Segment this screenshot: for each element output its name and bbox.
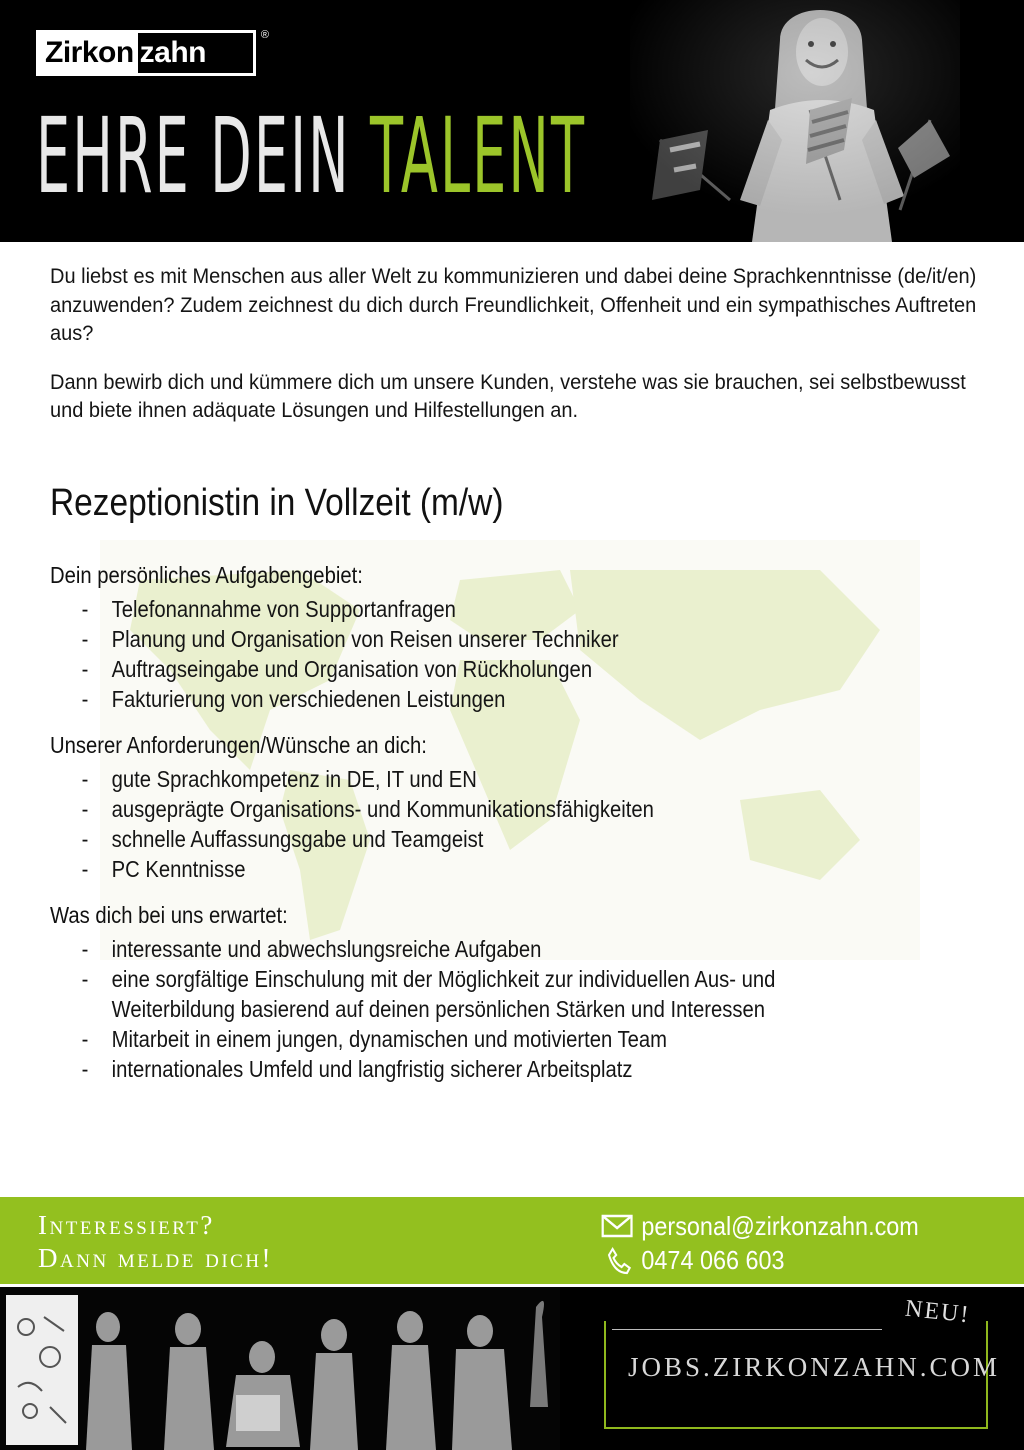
list-item-text: ausgeprägte Organisations- und Kommunikationsfähigkeiten — [111, 796, 654, 822]
list-dash: - — [81, 826, 89, 852]
list-dash: - — [81, 656, 89, 682]
header-banner — [0, 0, 1024, 242]
slogan — [36, 96, 586, 216]
new-label: NEU! — [903, 1295, 972, 1329]
email-link[interactable]: personal@zirkonzahn.com — [641, 1211, 919, 1241]
registered-mark: ® — [260, 29, 269, 41]
slogan-part2: TALENT — [369, 95, 587, 217]
list-item — [50, 964, 860, 994]
list-item-continuation — [50, 994, 860, 1024]
intro-paragraph-2: Dann bewirb dich und kümmere dich um unsere Kunden, verstehe was sie brauchen, sei selbstbewusst und biete ihnen adäquate Lösungen und Hilfestellungen an. — [50, 369, 966, 422]
section-benefits — [50, 900, 860, 1084]
list-item-text: Telefonannahme von Supportanfragen — [111, 596, 456, 622]
phone-row[interactable] — [600, 1243, 919, 1277]
list-item — [50, 654, 860, 684]
list-dash: - — [81, 936, 89, 962]
cta-line-1: Interessiert? — [38, 1210, 215, 1240]
logo-text-part2: zahn — [138, 33, 212, 73]
list-item — [50, 1054, 860, 1084]
contact-info — [600, 1209, 919, 1277]
list-item — [50, 594, 860, 624]
jobs-url-link[interactable]: JOBS.ZIRKONZAHN.COM — [628, 1352, 1001, 1382]
list-item-text: Auftragseingabe und Organisation von Rückholungen — [111, 656, 593, 682]
list-item — [50, 854, 860, 884]
logo-text-part1: Zirkon — [39, 33, 138, 73]
list-item-text: gute Sprachkompetenz in DE, IT und EN — [111, 766, 477, 792]
phone-number[interactable]: 0474 066 603 — [641, 1245, 785, 1275]
job-title: Rezeptionistin in Vollzeit (m/w) — [50, 482, 504, 524]
list-dash: - — [81, 626, 89, 652]
list-item-text: eine sorgfältige Einschulung mit der Möglichkeit zur individuellen Aus- und — [111, 966, 776, 992]
list-item-text: internationales Umfeld und langfristig sicherer Arbeitsplatz — [111, 1056, 633, 1082]
list-dash: - — [81, 856, 89, 882]
list-item — [50, 764, 860, 794]
list-dash: - — [81, 686, 89, 712]
list-dash: - — [81, 796, 89, 822]
section-tasks — [50, 560, 860, 714]
list-item — [50, 684, 860, 714]
phone-icon — [600, 1245, 636, 1275]
list-item — [50, 824, 860, 854]
zirkonzahn-logo — [36, 29, 269, 76]
team-photo — [0, 1287, 560, 1450]
job-details — [50, 560, 860, 1100]
intro-section — [50, 262, 976, 445]
list-item — [50, 624, 860, 654]
call-to-action — [38, 1209, 273, 1275]
list-item-text: PC Kenntnisse — [111, 856, 246, 882]
section-title: Was dich bei uns erwartet: — [50, 902, 288, 928]
slogan-part1: EHRE DEIN — [36, 95, 370, 217]
list-dash: - — [81, 596, 89, 622]
list-item-text: Mitarbeit in einem jungen, dynamischen und motivierten Team — [111, 1026, 668, 1052]
list-item-text: schnelle Auffassungsgabe und Teamgeist — [111, 826, 484, 852]
section-title: Unserer Anforderungen/Wünsche an dich: — [50, 732, 427, 758]
list-dash: - — [81, 766, 89, 792]
hero-photo-woman-with-flags — [630, 0, 960, 242]
section-requirements — [50, 730, 860, 884]
list-item-text: Weiterbildung basierend auf deinen persönlichen Stärken und Interessen — [111, 996, 765, 1022]
list-item — [50, 794, 860, 824]
list-item — [50, 934, 860, 964]
section-title: Dein persönliches Aufgabengebiet: — [50, 562, 363, 588]
email-row[interactable] — [600, 1209, 919, 1243]
intro-paragraph-1: Du liebst es mit Menschen aus aller Welt zu kommunizieren und dabei deine Sprachkenntnisse (de/it/en) anzuwenden? Zudem zeichnest du dich durch Freundlichkeit, Offenheit und ein sympathisches Auftreten aus? — [50, 264, 977, 345]
list-item-text: Planung und Organisation von Reisen unserer Techniker — [111, 626, 619, 652]
cta-line-2: Dann melde dich! — [38, 1243, 274, 1273]
list-dash: - — [81, 966, 89, 992]
envelope-icon — [600, 1211, 636, 1241]
list-dash: - — [81, 1026, 89, 1052]
list-item-text: Fakturierung von verschiedenen Leistungen — [111, 686, 506, 712]
list-item-text: interessante und abwechslungsreiche Aufgaben — [111, 936, 542, 962]
list-dash: - — [81, 1056, 89, 1082]
contact-band — [0, 1194, 1024, 1284]
list-item — [50, 1024, 860, 1054]
